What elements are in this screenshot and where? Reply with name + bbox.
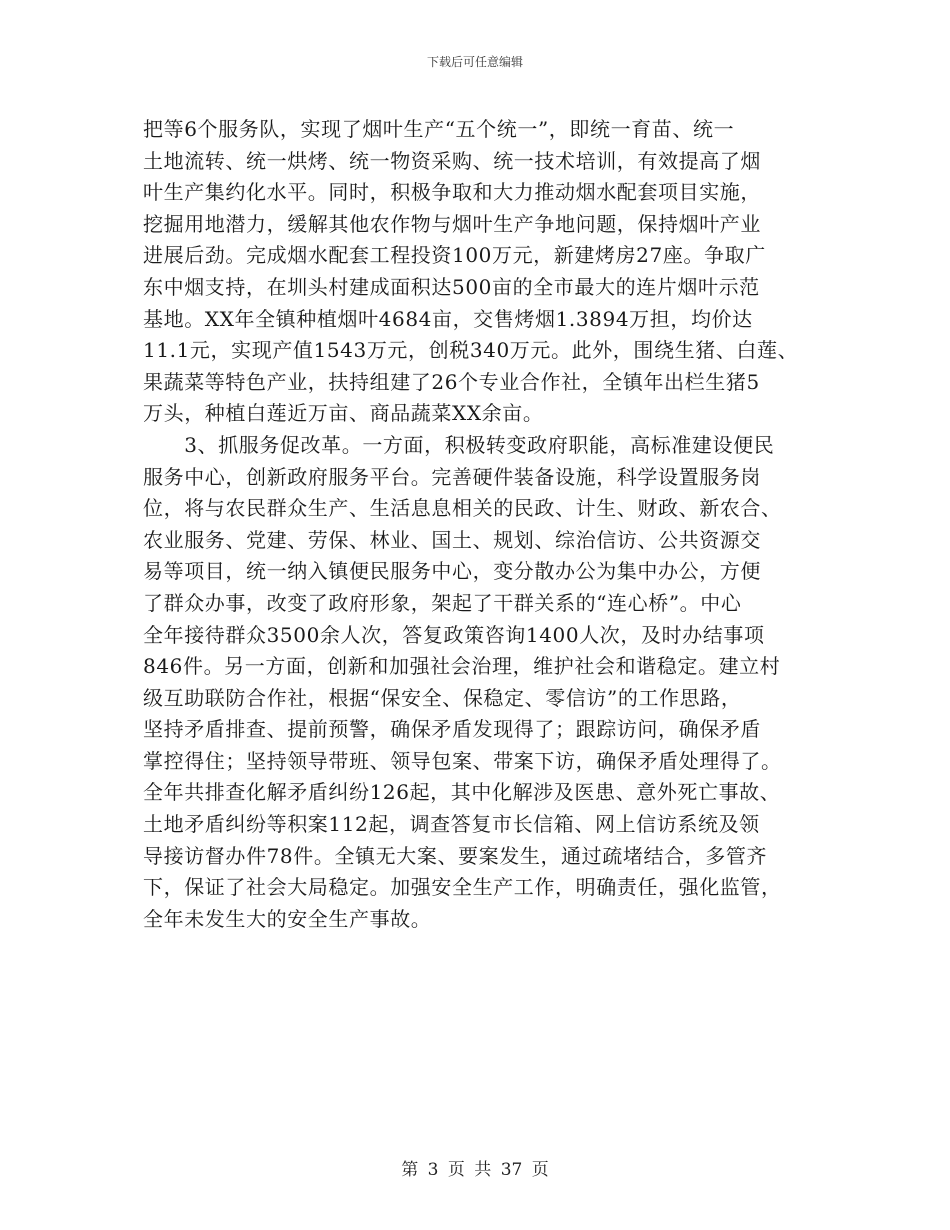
text-line: 服务中心，创新政府服务平台。完善硬件装备设施，科学设置服务岗 [143, 464, 761, 489]
text-line: 进展后劲。完成烟水配套工程投资100万元，新建烤房27座。争取广 [143, 243, 766, 268]
text-line: 东中烟支持，在圳头村建成面积达500亩的全市最大的连片烟叶示范 [143, 274, 760, 299]
paragraph-start-line: 3、抓服务促改革。一方面，积极转变政府职能，高标准建设便民 [143, 432, 775, 457]
text-line: 把等6个服务队，实现了烟叶生产“五个统一”，即统一育苗、统一 [143, 117, 735, 141]
text-line: 叶生产集约化水平。同时，积极争取和大力推动烟水配套项目实施， [143, 180, 761, 205]
text-line: 全年未发生大的安全生产事故。 [143, 906, 432, 931]
page-header: 下载后可任意编辑 [426, 55, 523, 69]
text-line: 下，保证了社会大局稳定。加强安全生产工作，明确责任，强化监管， [143, 875, 782, 900]
text-line: 基地。XX年全镇种植烟叶4684亩，交售烤烟1.3894万担，均价达 [143, 306, 753, 331]
text-line: 土地流转、统一烘烤、统一物资采购、统一技术培训，有效提高了烟 [143, 148, 761, 173]
text-line: 全年接待群众3500余人次，答复政策咨询1400人次，及时办结事项 [143, 622, 765, 647]
text-line: 11.1元，实现产值1543万元，创税340万元。此外，围绕生猪、白莲、 [143, 338, 799, 363]
text-line: 坚持矛盾排查、提前预警，确保矛盾发现得了；跟踪访问，确保矛盾 [143, 717, 761, 742]
text-line: 农业服务、党建、劳保、林业、国土、规划、综治信访、公共资源交 [143, 527, 761, 552]
text-line: 位，将与农民群众生产、生活息息相关的民政、计生、财政、新农合、 [143, 496, 782, 521]
text-line: 846件。另一方面，创新和加强社会治理，维护社会和谐稳定。建立村 [143, 654, 781, 679]
text-line: 全年共排查化解矛盾纠纷126起，其中化解涉及医患、意外死亡事故、 [143, 780, 781, 805]
text-line: 导接访督办件78件。全镇无大案、要案发生，通过疏堵结合，多管齐 [143, 843, 768, 868]
text-line: 果蔬菜等特色产业，扶持组建了26个专业合作社，全镇年出栏生猪5 [143, 369, 760, 394]
text-line: 了群众办事，改变了政府形象，架起了干群关系的“连心桥”。中心 [143, 590, 742, 615]
document-body [143, 114, 823, 935]
text-line: 易等项目，统一纳入镇便民服务中心，变分散办公为集中办公，方便 [143, 559, 761, 584]
text-line: 万头，种植白莲近万亩、商品蔬菜XX余亩。 [143, 401, 544, 426]
text-line: 土地矛盾纠纷等积案112起，调查答复市长信箱、网上信访系统及领 [143, 812, 760, 837]
text-line: 掌控得住；坚持领导带班、领导包案、带案下访，确保矛盾处理得了。 [143, 748, 782, 773]
text-line: 挖掘用地潜力，缓解其他农作物与烟叶生产争地问题，保持烟叶产业 [143, 211, 761, 236]
page-number-footer: 第 3 页 共 37 页 [401, 1160, 549, 1180]
text-line: 级互助联防合作社，根据“保安全、保稳定、零信访”的工作思路， [143, 685, 742, 710]
